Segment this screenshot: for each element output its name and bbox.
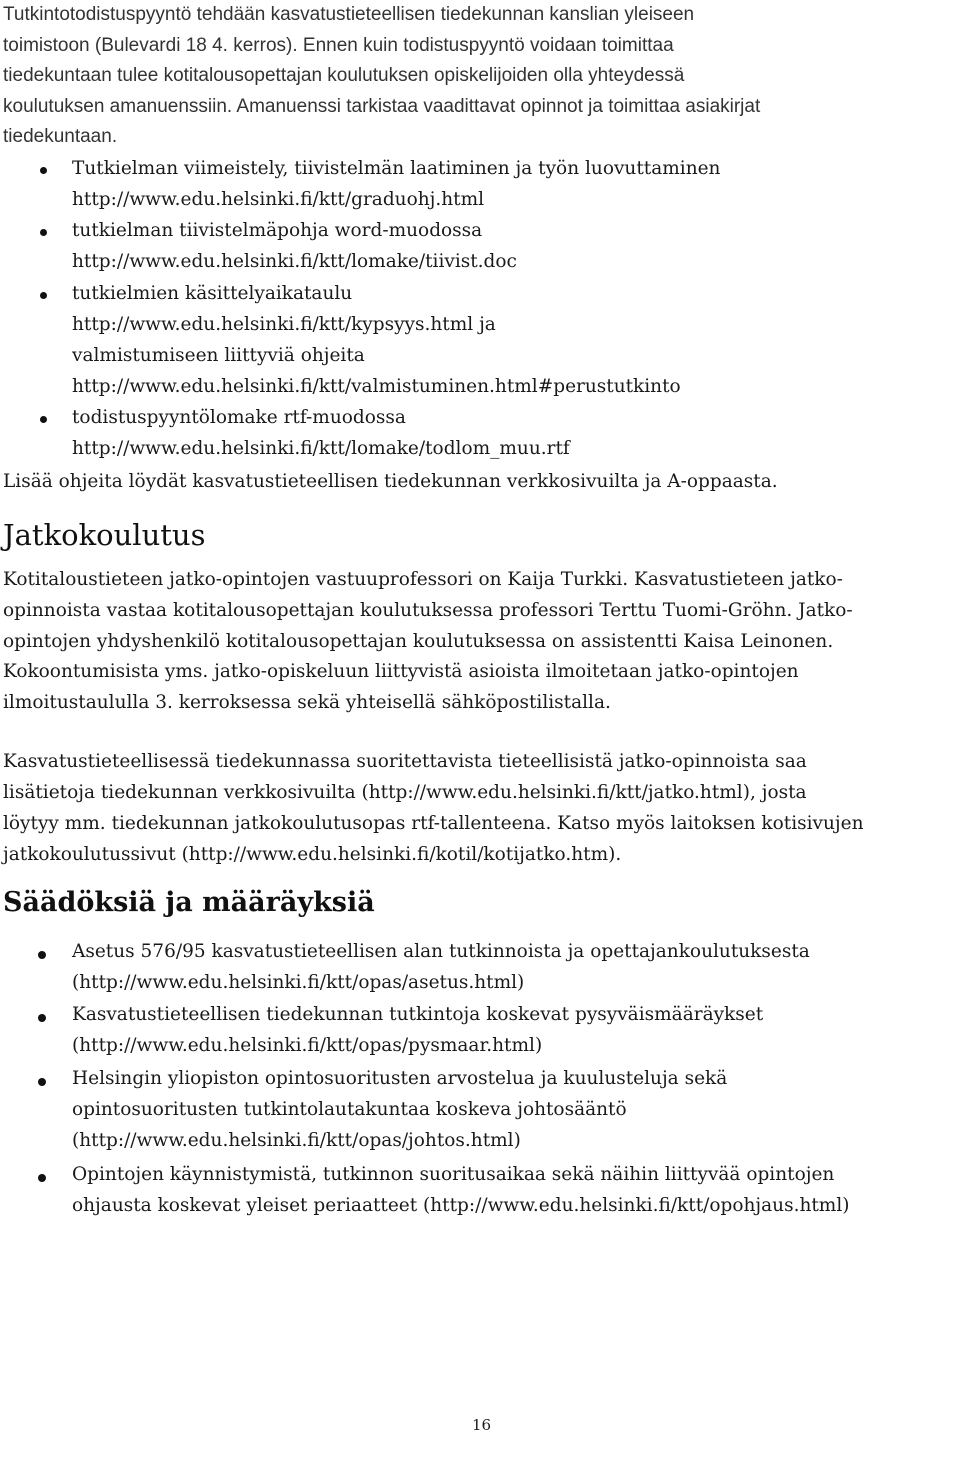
list-item-label: Tutkielman viimeistely, tiivistelmän laatiminen ja työn luovuttaminen xyxy=(72,158,721,179)
list-item-label: tutkielmien käsittelyaikataulu xyxy=(72,283,353,304)
paragraph-line: opinnoista vastaa kotitalousopettajan koulutuksessa professori Terttu Tuomi-Gröhn. Jatko- xyxy=(3,600,853,621)
bullet-icon xyxy=(38,1078,46,1086)
bullet-icon xyxy=(40,292,47,299)
paragraph-line: Kotitaloustieteen jatko-opintojen vastuuprofessori on Kaija Turkki. Kasvatustieteen jatko- xyxy=(3,569,843,590)
section-heading-saadoksia: Säädöksiä ja määräyksiä xyxy=(3,887,375,918)
paragraph-line: löytyy mm. tiedekunnan jatkokoulutusopas rtf-tallenteena. Katso myös laitoksen kotisivujen xyxy=(3,813,864,834)
more-info-text: Lisää ohjeita löydät kasvatustieteellisen tiedekunnan verkkosivuilta ja A-oppaasta. xyxy=(3,471,778,492)
paragraph-line: Kasvatustieteellisessä tiedekunnassa suoritettavista tieteellisistä jatko-opinnoista saa xyxy=(3,751,807,772)
intro-line: tiedekuntaan tulee kotitalousopettajan koulutuksen opiskelijoiden olla yhteydessä xyxy=(3,65,685,86)
bullet-icon xyxy=(38,1014,46,1022)
list-item-label: todistuspyyntölomake rtf-muodossa xyxy=(72,407,406,428)
bullet-icon xyxy=(40,416,47,423)
list-item-link[interactable]: http://www.edu.helsinki.fi/ktt/valmistuminen.html#perustutkinto xyxy=(72,376,681,397)
list-item-text: Opintojen käynnistymistä, tutkinnon suoritusaikaa sekä näihin liittyvää opintojen xyxy=(72,1164,835,1185)
list-item-text: opintosuoritusten tutkintolautakuntaa koskeva johtosääntö xyxy=(72,1099,627,1120)
list-item-link[interactable]: http://www.edu.helsinki.fi/ktt/graduohj.html xyxy=(72,189,485,210)
section-heading-jatkokoulutus: Jatkokoulutus xyxy=(3,518,206,552)
intro-line: koulutuksen amanuenssiin. Amanuenssi tarkistaa vaadittavat opinnot ja toimittaa asiakirjat xyxy=(3,96,761,117)
page-number: 16 xyxy=(472,1416,492,1434)
list-item-link[interactable]: http://www.edu.helsinki.fi/ktt/lomake/todlom_muu.rtf xyxy=(72,438,570,459)
list-item-text: Kasvatustieteellisen tiedekunnan tutkintoja koskevat pysyväismääräykset xyxy=(72,1004,764,1025)
intro-line: tiedekuntaan. xyxy=(3,126,118,147)
intro-line: Tutkintotodistuspyyntö tehdään kasvatustieteellisen tiedekunnan kanslian yleiseen xyxy=(3,4,695,25)
list-item-link[interactable]: (http://www.edu.helsinki.fi/ktt/opas/pysmaar.html) xyxy=(72,1035,543,1056)
paragraph-line: opintojen yhdyshenkilö kotitalousopettajan koulutuksessa on assistentti Kaisa Leinonen. xyxy=(3,631,834,652)
list-item-link[interactable]: (http://www.edu.helsinki.fi/ktt/opas/asetus.html) xyxy=(72,972,525,993)
paragraph-line: ilmoitustaululla 3. kerroksessa sekä yhteisellä sähköpostilistalla. xyxy=(3,692,611,713)
list-item-text: Asetus 576/95 kasvatustieteellisen alan tutkinnoista ja opettajankoulutuksesta xyxy=(72,941,810,962)
bullet-icon xyxy=(38,951,46,959)
paragraph-line: jatkokoulutussivut (http://www.edu.helsinki.fi/kotil/kotijatko.htm). xyxy=(3,844,622,865)
list-item-label: valmistumiseen liittyviä ohjeita xyxy=(72,345,365,366)
list-item-link[interactable]: (http://www.edu.helsinki.fi/ktt/opas/johtos.html) xyxy=(72,1130,521,1151)
paragraph-line: lisätietoja tiedekunnan verkkosivuilta (http://www.edu.helsinki.fi/ktt/jatko.html), josta xyxy=(3,782,807,803)
bullet-icon xyxy=(40,229,47,236)
list-item-link[interactable]: http://www.edu.helsinki.fi/ktt/lomake/tiivist.doc xyxy=(72,251,517,272)
paragraph-line: Kokoontumisista yms. jatko-opiskeluun liittyvistä asioista ilmoitetaan jatko-opintojen xyxy=(3,661,799,682)
list-item-text: Helsingin yliopiston opintosuoritusten arvostelua ja kuulusteluja sekä xyxy=(72,1068,728,1089)
list-item-label: tutkielman tiivistelmäpohja word-muodossa xyxy=(72,220,483,241)
list-item-link[interactable]: http://www.edu.helsinki.fi/ktt/kypsyys.html ja xyxy=(72,314,496,335)
intro-line: toimistoon (Bulevardi 18 4. kerros). Ennen kuin todistuspyyntö voidaan toimittaa xyxy=(3,35,674,56)
bullet-icon xyxy=(38,1174,46,1182)
bullet-icon xyxy=(40,167,47,174)
list-item-text: ohjausta koskevat yleiset periaatteet (http://www.edu.helsinki.fi/ktt/opohjaus.html) xyxy=(72,1195,850,1216)
